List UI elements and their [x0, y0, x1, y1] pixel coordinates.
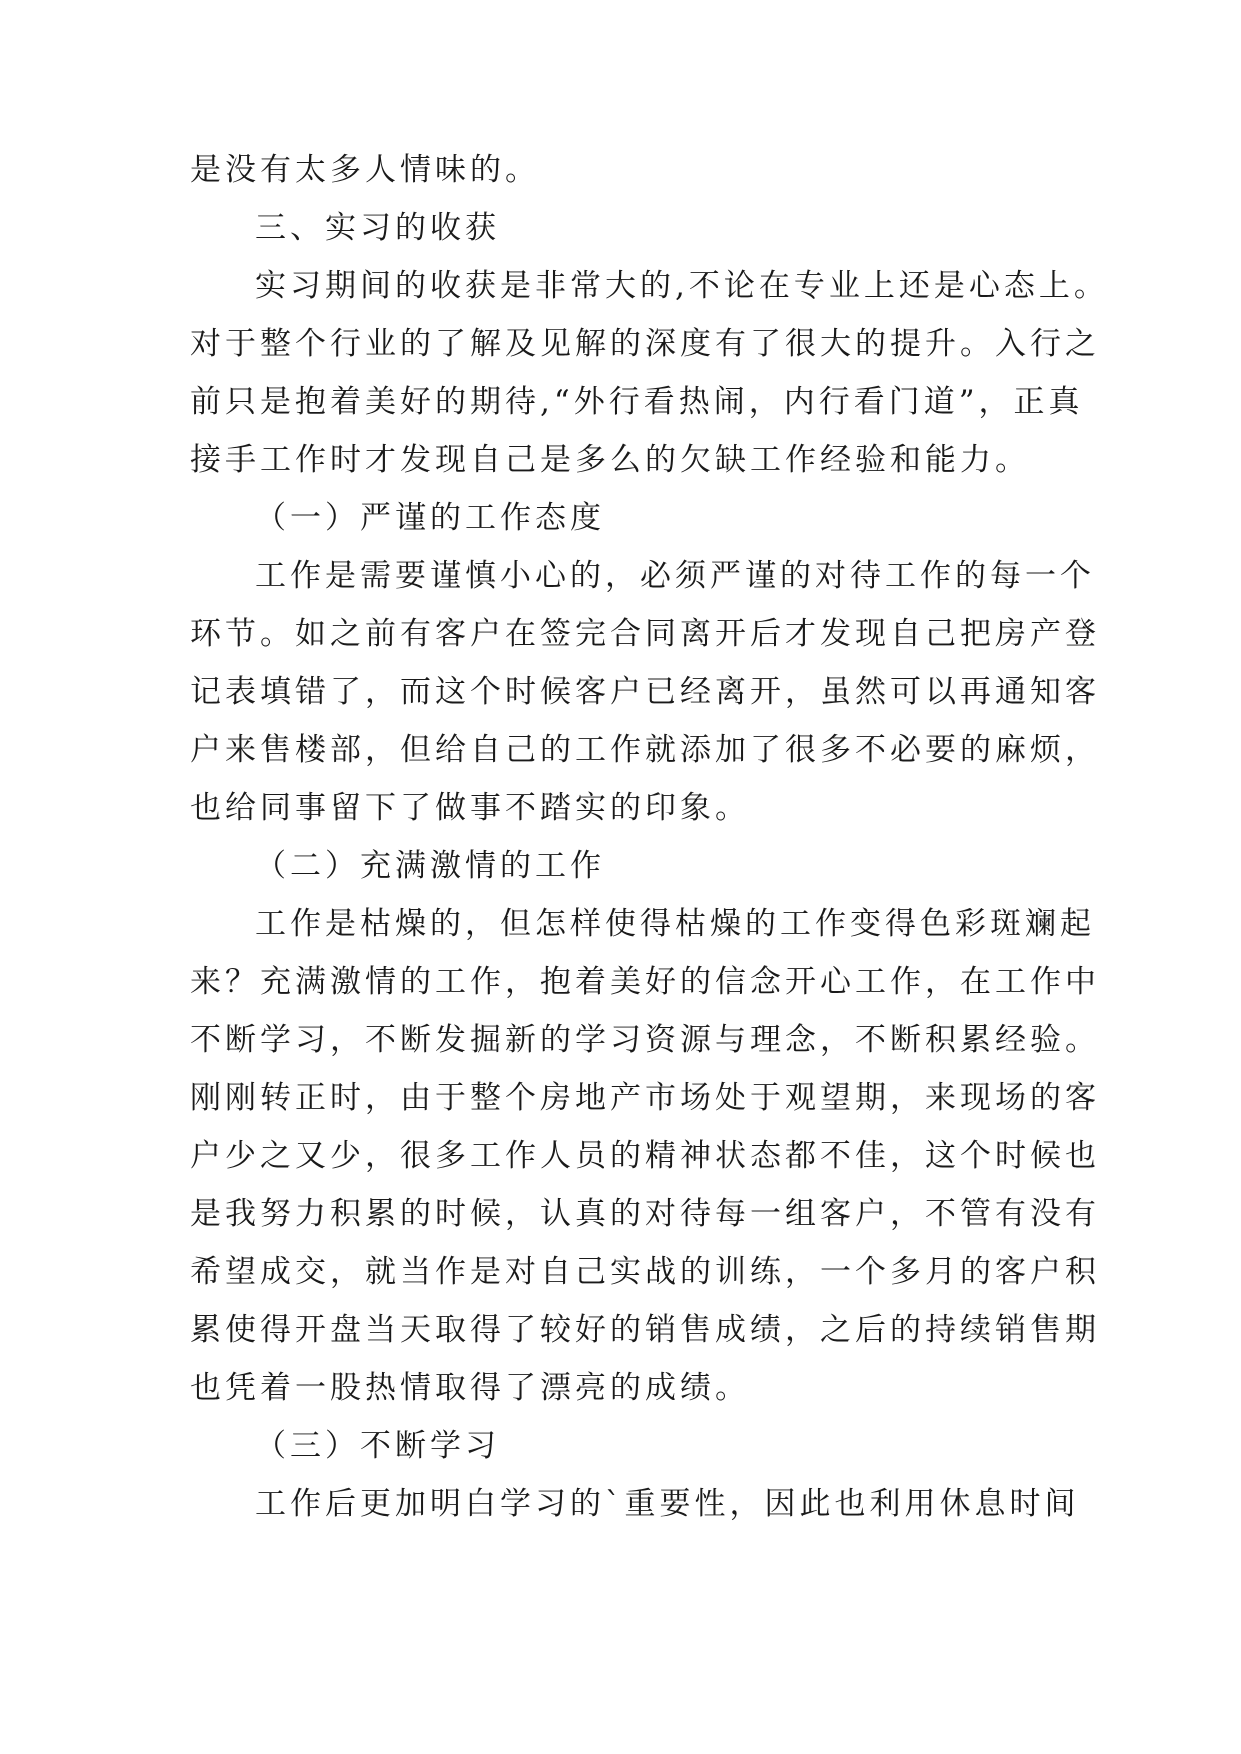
- paragraph-line: 户少之又少，很多工作人员的精神状态都不佳，这个时候也: [190, 1138, 1100, 1174]
- paragraph-line: 记表填错了，而这个时候客户已经离开，虽然可以再通知客: [190, 674, 1100, 710]
- paragraph-line: 户来售楼部，但给自己的工作就添加了很多不必要的麻烦，: [190, 732, 1100, 768]
- paragraph-line: 刚刚转正时，由于整个房地产市场处于观望期，来现场的客: [190, 1080, 1100, 1116]
- subsection-heading: （二）充满激情的工作: [255, 848, 605, 884]
- paragraph-line: 希望成交，就当作是对自己实战的训练，一个多月的客户积: [190, 1254, 1100, 1290]
- paragraph-line: 工作是需要谨慎小心的，必须严谨的对待工作的每一个: [255, 558, 1095, 594]
- paragraph-line: 实习期间的收获是非常大的,不论在专业上还是心态上。: [255, 268, 1109, 304]
- paragraph-line: 也给同事留下了做事不踏实的印象。: [190, 790, 750, 826]
- paragraph-line: 对于整个行业的了解及见解的深度有了很大的提升。入行之: [190, 326, 1100, 362]
- paragraph-line: 累使得开盘当天取得了较好的销售成绩，之后的持续销售期: [190, 1312, 1100, 1348]
- paragraph-line: 不断学习，不断发掘新的学习资源与理念，不断积累经验。: [190, 1022, 1100, 1058]
- paragraph-line: 也凭着一股热情取得了漂亮的成绩。: [190, 1370, 750, 1406]
- section-heading: 三、实习的收获: [255, 210, 500, 246]
- paragraph-line: 来？充满激情的工作，抱着美好的信念开心工作，在工作中: [190, 964, 1100, 1000]
- paragraph-line: 是没有太多人情味的。: [190, 152, 540, 188]
- paragraph-line: 前只是抱着美好的期待,“外行看热闹，内行看门道”，正真: [190, 384, 1084, 420]
- paragraph-line: 环节。如之前有客户在签完合同离开后才发现自己把房产登: [190, 616, 1100, 652]
- paragraph-line: 工作是枯燥的，但怎样使得枯燥的工作变得色彩斑斓起: [255, 906, 1095, 942]
- subsection-heading: （三）不断学习: [255, 1428, 500, 1464]
- subsection-heading: （一）严谨的工作态度: [255, 500, 605, 536]
- paragraph-line: 是我努力积累的时候，认真的对待每一组客户，不管有没有: [190, 1196, 1100, 1232]
- paragraph-line: 接手工作时才发现自己是多么的欠缺工作经验和能力。: [190, 442, 1030, 478]
- paragraph-line: 工作后更加明白学习的`重要性，因此也利用休息时间: [255, 1486, 1080, 1522]
